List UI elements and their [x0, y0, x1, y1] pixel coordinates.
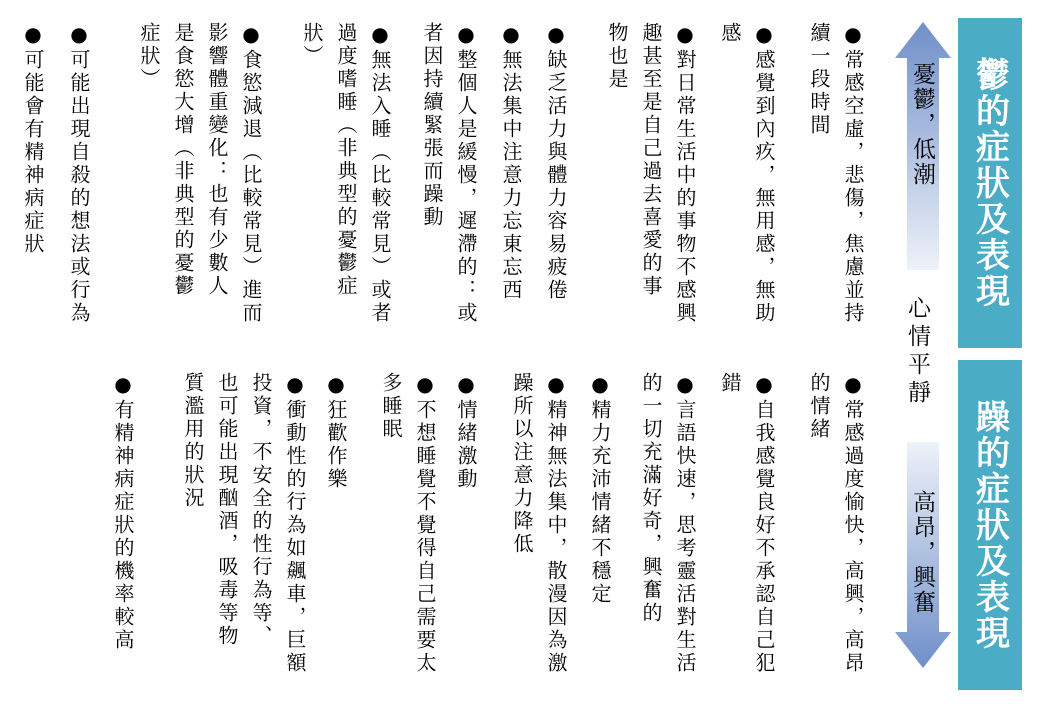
mania-item-9: ●衝動性的行為如飆車，巨額 投資，不安全的性行為等、 也可能出現酗酒，吸毒等物 質濫用的狀況 [181, 372, 307, 675]
depression-item-8: ●食慾減退（比較常見）進而 影響體重變化：也有少數人 是食慾大增（非典型的憂鬱 症狀） [137, 22, 263, 325]
depression-item-3: ●對日常生活中的事物不感興 趣甚至是自己過去喜愛的事 物也是 [605, 22, 697, 325]
mania-header [958, 360, 1022, 690]
depression-item-6: ●整個人是緩慢，遲滯的：或 者因持續緊張而躁動 [420, 22, 478, 325]
depression-item-9: ●可能出現自殺的想法或行為 [67, 22, 91, 325]
depression-item-5: ●無法集中注意力忘東忘西 [499, 22, 523, 302]
depression-item-4: ●缺乏活力與體力容易疲倦 [544, 22, 568, 302]
depression-item-10: ●可能會有精神病症狀 [21, 22, 45, 256]
mania-item-4: ●精力充沛情緒不穩定 [588, 372, 612, 606]
scale-calm-label: 心情平靜 [904, 296, 930, 408]
depression-item-7: ●無法入睡（比較常見）或者 過度嗜睡（非典型的憂鬱症 狀） [300, 22, 392, 325]
depression-header-text: 鬱的症狀及表現 [969, 57, 1010, 309]
scale-low-label: 憂鬱，低潮 [909, 62, 935, 187]
mania-header-text: 躁的症狀及表現 [969, 399, 1010, 651]
mania-item-2: ●自我感覺良好不承認自己犯 錯 [718, 372, 776, 675]
mania-item-8: ●狂歡作樂 [324, 372, 348, 491]
mania-item-1: ●常感過度愉快，高興，高昂 的情緒 [807, 372, 865, 675]
scale-high-label: 高昂，興奮 [909, 490, 935, 615]
mania-item-6: ●情緒激動 [454, 372, 478, 491]
mania-item-7: ●不想睡覺不覺得自己需要太 多睡眠 [379, 372, 437, 675]
depression-header [958, 18, 1022, 348]
depression-item-2: ●感覺到內疚，無用感，無助 感 [718, 22, 776, 325]
mania-item-5: ●精神無法集中，散漫因為激 躁所以注意力降低 [510, 372, 568, 675]
depression-item-1: ●常感空虛，悲傷，焦慮並持 續一段時間 [807, 22, 865, 325]
mania-item-3: ●言語快速，思考靈活對生活 的一切充滿好奇，興奮的 [639, 372, 697, 675]
mania-item-10: ●有精神病症狀的機率較高 [111, 372, 135, 652]
